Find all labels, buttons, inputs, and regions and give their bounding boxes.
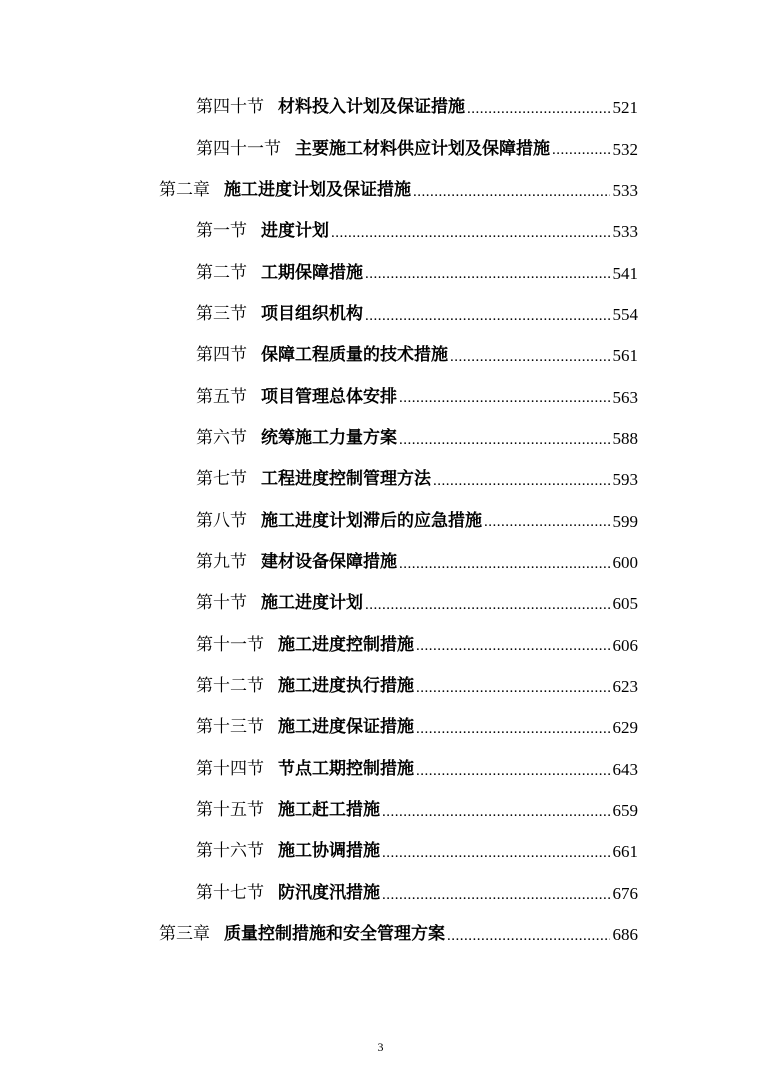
toc-entry-title: 施工进度计划: [261, 593, 363, 614]
toc-entry-title: 建材设备保障措施: [261, 551, 397, 572]
toc-entry-number: 第四十节: [196, 97, 264, 118]
toc-dot-leader: [447, 925, 610, 944]
toc-section-entry[interactable]: [0, 624, 761, 665]
toc-entry-page: 600: [612, 552, 638, 572]
toc-section-entry[interactable]: [0, 459, 761, 500]
toc-entry-number: 第二章: [159, 179, 210, 200]
toc-section-entry[interactable]: [0, 128, 761, 169]
toc-section-entry[interactable]: [0, 707, 761, 748]
toc-section-entry[interactable]: [0, 666, 761, 707]
toc-entry-title: 施工进度计划及保证措施: [224, 179, 411, 200]
toc-entry-number: 第一节: [196, 221, 247, 242]
toc-entry-title: 防汛度汛措施: [278, 882, 380, 903]
table-of-contents: [0, 87, 761, 955]
toc-entry-page: 533: [612, 180, 638, 200]
toc-entry-page: 541: [612, 263, 638, 283]
toc-entry-title: 项目组织机构: [261, 303, 363, 324]
toc-entry-title: 保障工程质量的技术措施: [261, 345, 448, 366]
toc-entry-title: 施工进度执行措施: [278, 675, 414, 696]
toc-entry-page: 554: [612, 304, 638, 324]
toc-entry-number: 第四节: [196, 345, 247, 366]
toc-entry-number: 第四十一节: [196, 138, 281, 159]
toc-chapter-entry[interactable]: [0, 914, 761, 955]
toc-entry-title: 工程进度控制管理方法: [261, 469, 431, 490]
toc-section-entry[interactable]: [0, 790, 761, 831]
toc-section-entry[interactable]: [0, 831, 761, 872]
toc-entry-page: 533: [612, 222, 638, 242]
toc-entry-number: 第十七节: [196, 882, 264, 903]
toc-entry-title: 工期保障措施: [261, 262, 363, 283]
toc-entry-page: 659: [612, 801, 638, 821]
toc-entry-number: 第七节: [196, 469, 247, 490]
toc-entry-title: 施工进度计划滞后的应急措施: [261, 510, 482, 531]
toc-entry-number: 第五节: [196, 386, 247, 407]
toc-entry-title: 施工进度保证措施: [278, 717, 414, 738]
toc-dot-leader: [399, 429, 610, 448]
toc-entry-number: 第十四节: [196, 758, 264, 779]
toc-entry-number: 第十三节: [196, 717, 264, 738]
toc-section-entry[interactable]: [0, 542, 761, 583]
toc-entry-number: 第十二节: [196, 675, 264, 696]
toc-section-entry[interactable]: [0, 500, 761, 541]
toc-dot-leader: [382, 801, 610, 820]
toc-entry-page: 605: [612, 594, 638, 614]
toc-dot-leader: [416, 718, 610, 737]
toc-entry-title: 施工赶工措施: [278, 800, 380, 821]
toc-entry-page: 623: [612, 676, 638, 696]
toc-entry-page: 629: [612, 718, 638, 738]
toc-section-entry[interactable]: [0, 873, 761, 914]
toc-entry-page: 606: [612, 635, 638, 655]
toc-entry-title: 质量控制措施和安全管理方案: [224, 924, 445, 945]
toc-entry-number: 第六节: [196, 427, 247, 448]
toc-entry-title: 材料投入计划及保证措施: [278, 97, 465, 118]
toc-entry-number: 第十五节: [196, 800, 264, 821]
toc-dot-leader: [365, 305, 610, 324]
toc-dot-leader: [399, 388, 610, 407]
toc-chapter-entry[interactable]: [0, 170, 761, 211]
toc-section-entry[interactable]: [0, 211, 761, 252]
toc-entry-page: 643: [612, 759, 638, 779]
toc-entry-number: 第三章: [159, 924, 210, 945]
toc-section-entry[interactable]: [0, 252, 761, 293]
toc-entry-page: 588: [612, 428, 638, 448]
toc-dot-leader: [413, 181, 610, 200]
toc-section-entry[interactable]: [0, 749, 761, 790]
toc-section-entry[interactable]: [0, 87, 761, 128]
page-number: 3: [377, 1040, 384, 1054]
toc-dot-leader: [450, 346, 610, 365]
toc-entry-page: 521: [612, 98, 638, 118]
toc-entry-page: 561: [612, 346, 638, 366]
toc-dot-leader: [416, 760, 610, 779]
toc-entry-page: 686: [612, 925, 638, 945]
toc-dot-leader: [399, 553, 610, 572]
toc-entry-number: 第二节: [196, 262, 247, 283]
toc-entry-number: 第三节: [196, 303, 247, 324]
toc-entry-number: 第十节: [196, 593, 247, 614]
toc-dot-leader: [416, 677, 610, 696]
toc-entry-page: 532: [612, 139, 638, 159]
toc-entry-title: 主要施工材料供应计划及保障措施: [295, 138, 550, 159]
toc-entry-title: 施工协调措施: [278, 841, 380, 862]
toc-dot-leader: [467, 98, 610, 117]
toc-dot-leader: [382, 843, 610, 862]
toc-dot-leader: [365, 594, 610, 613]
toc-entry-page: 676: [612, 883, 638, 903]
toc-entry-title: 节点工期控制措施: [278, 758, 414, 779]
toc-entry-title: 项目管理总体安排: [261, 386, 397, 407]
toc-entry-page: 661: [612, 842, 638, 862]
toc-entry-number: 第九节: [196, 551, 247, 572]
toc-dot-leader: [484, 512, 610, 531]
toc-dot-leader: [552, 140, 610, 159]
toc-dot-leader: [433, 470, 610, 489]
toc-entry-page: 599: [612, 511, 638, 531]
toc-section-entry[interactable]: [0, 294, 761, 335]
toc-entry-number: 第十六节: [196, 841, 264, 862]
toc-section-entry[interactable]: [0, 376, 761, 417]
toc-entry-number: 第十一节: [196, 634, 264, 655]
toc-section-entry[interactable]: [0, 335, 761, 376]
toc-entry-page: 563: [612, 387, 638, 407]
toc-dot-leader: [331, 222, 610, 241]
toc-entry-title: 施工进度控制措施: [278, 634, 414, 655]
toc-dot-leader: [416, 636, 610, 655]
toc-entry-number: 第八节: [196, 510, 247, 531]
toc-section-entry[interactable]: [0, 418, 761, 459]
toc-entry-page: 593: [612, 470, 638, 490]
toc-dot-leader: [382, 884, 610, 903]
toc-entry-title: 统筹施工力量方案: [261, 427, 397, 448]
toc-dot-leader: [365, 264, 610, 283]
toc-section-entry[interactable]: [0, 583, 761, 624]
toc-entry-title: 进度计划: [261, 221, 329, 242]
